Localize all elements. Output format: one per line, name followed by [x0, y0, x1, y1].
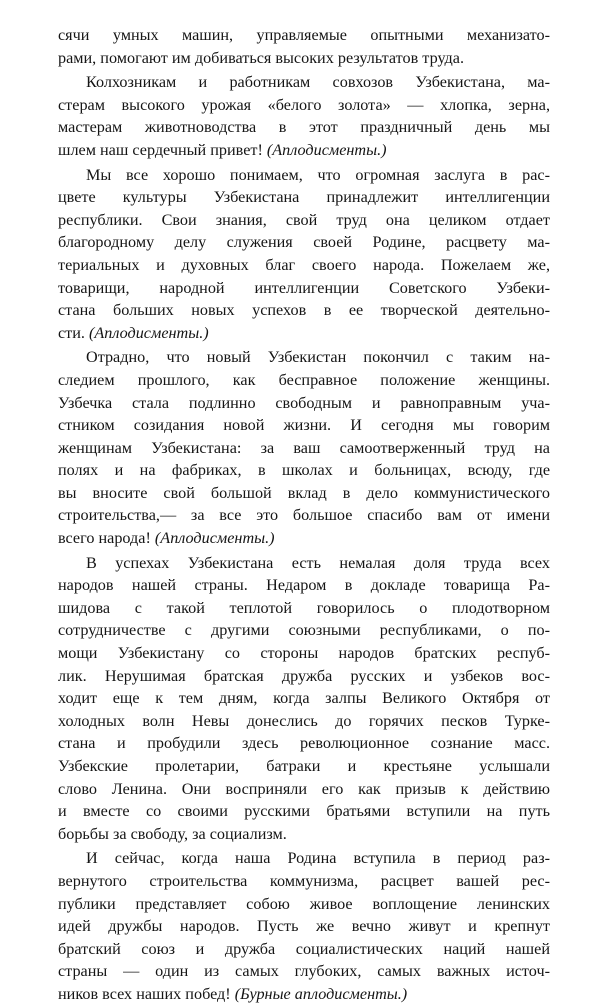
text-line: сотрудничестве с другими союзными республиками, о по- — [58, 621, 550, 640]
text-line: И сейчас, когда наша Родина вступила в период раз- — [86, 849, 550, 868]
text-line: полях и на фабриках, в школах и больницах, всюду, где — [58, 461, 550, 480]
text-line: стана больших новых успехов в ее творческой деятельно- — [58, 301, 550, 320]
paragraph-4 — [58, 346, 550, 549]
text-line: холодных волн Невы донеслись до горячих песков Турке- — [58, 711, 550, 730]
text-fragment: ников всех наших побед! — [58, 984, 231, 1003]
text-line: вы вносите свой большой вклад в дело коммунистического — [58, 483, 550, 502]
text-line: мастерам животноводства в этот праздничный день мы — [58, 118, 550, 137]
text-line: Отрадно, что новый Узбекистан покончил с таким на- — [86, 348, 550, 367]
text-line: республики. Свои знания, свой труд она целиком отдает — [58, 210, 550, 229]
text-fragment: сти. — [58, 323, 85, 342]
paragraph-5 — [58, 552, 550, 846]
text-line: идей дружбы народов. Пусть же вечно живут и крепнут — [58, 917, 550, 936]
text-line: цвете культуры Узбекистана принадлежит интеллигенции — [58, 188, 550, 207]
text-line: Мы все хорошо понимаем, что огромная заслуга в рас- — [86, 165, 550, 184]
text-line: стана и пробудили здесь революционное сознание масс. — [58, 734, 550, 753]
text-line: териальных и духовных благ своего народа. Пожелаем же, — [58, 255, 550, 274]
text-line: Узбечка стала подлинно свободным и равноправным уча- — [58, 393, 550, 412]
text-line: следием прошлого, как бесправное положение женщины. — [58, 370, 550, 389]
applause-note: (Бурные аплодисменты.) — [234, 984, 408, 1003]
text-line: Узбекские пролетарии, батраки и крестьяне услышали — [58, 757, 550, 775]
paragraph-3 — [58, 164, 550, 345]
text-line: стерам высокого урожая «белого золота» — хлопка, зерна, — [58, 95, 550, 114]
text-line: В успехах Узбекистана есть немалая доля труда всех — [86, 553, 550, 572]
text-line: Колхозникам и работникам совхозов Узбекистана, ма- — [86, 73, 550, 92]
paragraph-6 — [58, 847, 550, 1005]
applause-note: (Аплодисменты.) — [266, 140, 387, 159]
text-line: стником созидания новой жизни. И сегодня мы говорим — [58, 416, 550, 435]
text-line: лик. Нерушимая братская дружба русских и узбеков вос- — [58, 666, 550, 685]
text-line: строительства,— за все это большое спасибо вам от имени — [58, 506, 550, 525]
text-line — [58, 322, 550, 345]
text-line: шидова с такой теплотой говорилось о плодотворном — [58, 598, 550, 617]
text-line: народов нашей страны. Недаром в докладе товарища Ра- — [58, 576, 550, 595]
text-line: и вместе со своими русскими братьями вступили на путь — [58, 802, 550, 821]
text-line: товарищи, народной интеллигенции Советского Узбеки- — [58, 278, 550, 297]
text-line: мощи Узбекистану со стороны народов братских респуб- — [58, 644, 550, 663]
text-fragment: всего народа! — [58, 529, 151, 548]
paragraph-2 — [58, 71, 550, 161]
text-line: братский союз и дружба социалистических наций нашей — [58, 939, 550, 958]
text-line — [58, 983, 550, 1006]
applause-note: (Аплодисменты.) — [154, 529, 275, 548]
text-line — [58, 527, 550, 550]
paragraph-1 — [58, 24, 550, 69]
text-line: страны — один из самых глубоких, самых важных источ- — [58, 962, 550, 981]
text-line: ходит еще к тем дням, когда залпы Великого Октября от — [58, 689, 550, 708]
text-line: слово Ленина. Они восприняли его как призыв к действию — [58, 779, 550, 798]
text-line: борьбы за свободу, за социализм. — [58, 824, 287, 843]
text-line: публики представляет собою живое воплощение ленинских — [58, 894, 550, 913]
text-line: женщинам Узбекистана: за ваш самоотверженный труд на — [58, 438, 550, 457]
text-line: благородному делу служения своей Родине, расцвету ма- — [58, 233, 550, 252]
text-line: рами, помогают им добиваться высоких результатов труда. — [58, 48, 464, 67]
text-line: сячи умных машин, управляемые опытными механизато- — [58, 26, 550, 44]
text-line — [58, 139, 550, 162]
applause-note: (Аплодисменты.) — [89, 323, 209, 342]
text-line: вернутого строительства коммунизма, расцвет вашей рес- — [58, 871, 550, 890]
text-fragment: шлем наш сердечный привет! — [58, 140, 263, 159]
